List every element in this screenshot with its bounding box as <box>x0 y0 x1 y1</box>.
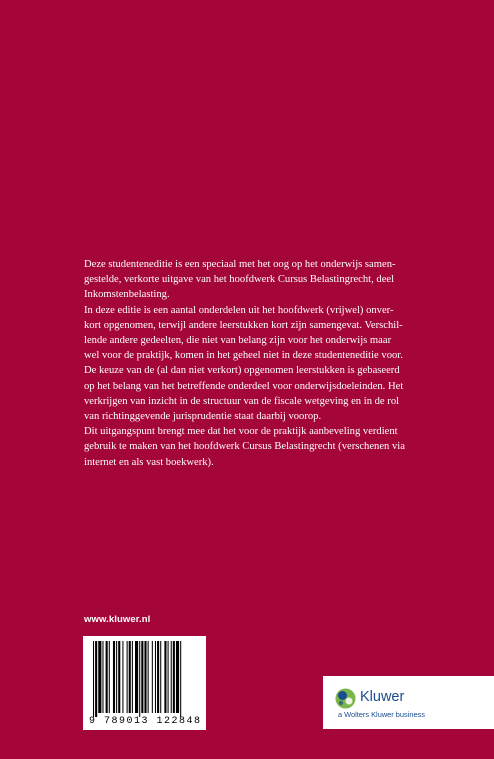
isbn-barcode <box>83 636 206 730</box>
blurb-line: van richtinggevende jurisprudentie staat daarbij voorop. <box>84 411 322 423</box>
blurb-line: op het belang van het betreffende onderdeel voor onderwijsdoeleinden. Het <box>84 380 404 392</box>
barcode-digits: 9 789013 122848 <box>89 716 202 727</box>
back-cover-blurb <box>84 257 432 470</box>
blurb-line: wel voor de praktijk, komen in het geheel niet in deze studenteneditie voor. <box>84 350 403 362</box>
kluwer-globe-icon <box>335 688 356 709</box>
blurb-line: lende andere gedeelten, die niet van belang zijn voor het onderwijs maar <box>84 335 392 347</box>
blurb-line: gestelde, verkorte uitgave van het hoofdwerk Cursus Belastingrecht, deel <box>84 274 395 286</box>
publisher-logo <box>323 676 494 729</box>
blurb-line: internet en als vast boekwerk). <box>84 456 214 468</box>
blurb-line: Inkomstenbelasting. <box>84 289 170 301</box>
logo-tagline: a Wolters Kluwer business <box>338 710 425 719</box>
blurb-line: Deze studenteneditie is een speciaal met het oog op het onderwijs samen- <box>84 259 396 270</box>
blurb-line: kort opgenomen, terwijl andere leerstukken kort zijn samengevat. Verschil- <box>84 319 403 331</box>
blurb-line: In deze editie is een aantal onderdelen uit het hoofdwerk (vrijwel) onver- <box>84 304 394 316</box>
blurb-line: gebruik te maken van het hoofdwerk Cursus Belastingrecht (verschenen via <box>84 441 405 453</box>
blurb-line: verkrijgen van inzicht in de structuur van de fiscale wetgeving en in de rol <box>84 395 400 407</box>
logo-name: Kluwer <box>360 689 405 705</box>
website-url: www.kluwer.nl <box>84 614 151 625</box>
blurb-line: De keuze van de (al dan niet verkort) opgenomen leerstukken is gebaseerd <box>84 365 400 377</box>
blurb-line: Dit uitgangspunt brengt mee dat het voor de praktijk aanbeveling verdient <box>84 426 398 438</box>
